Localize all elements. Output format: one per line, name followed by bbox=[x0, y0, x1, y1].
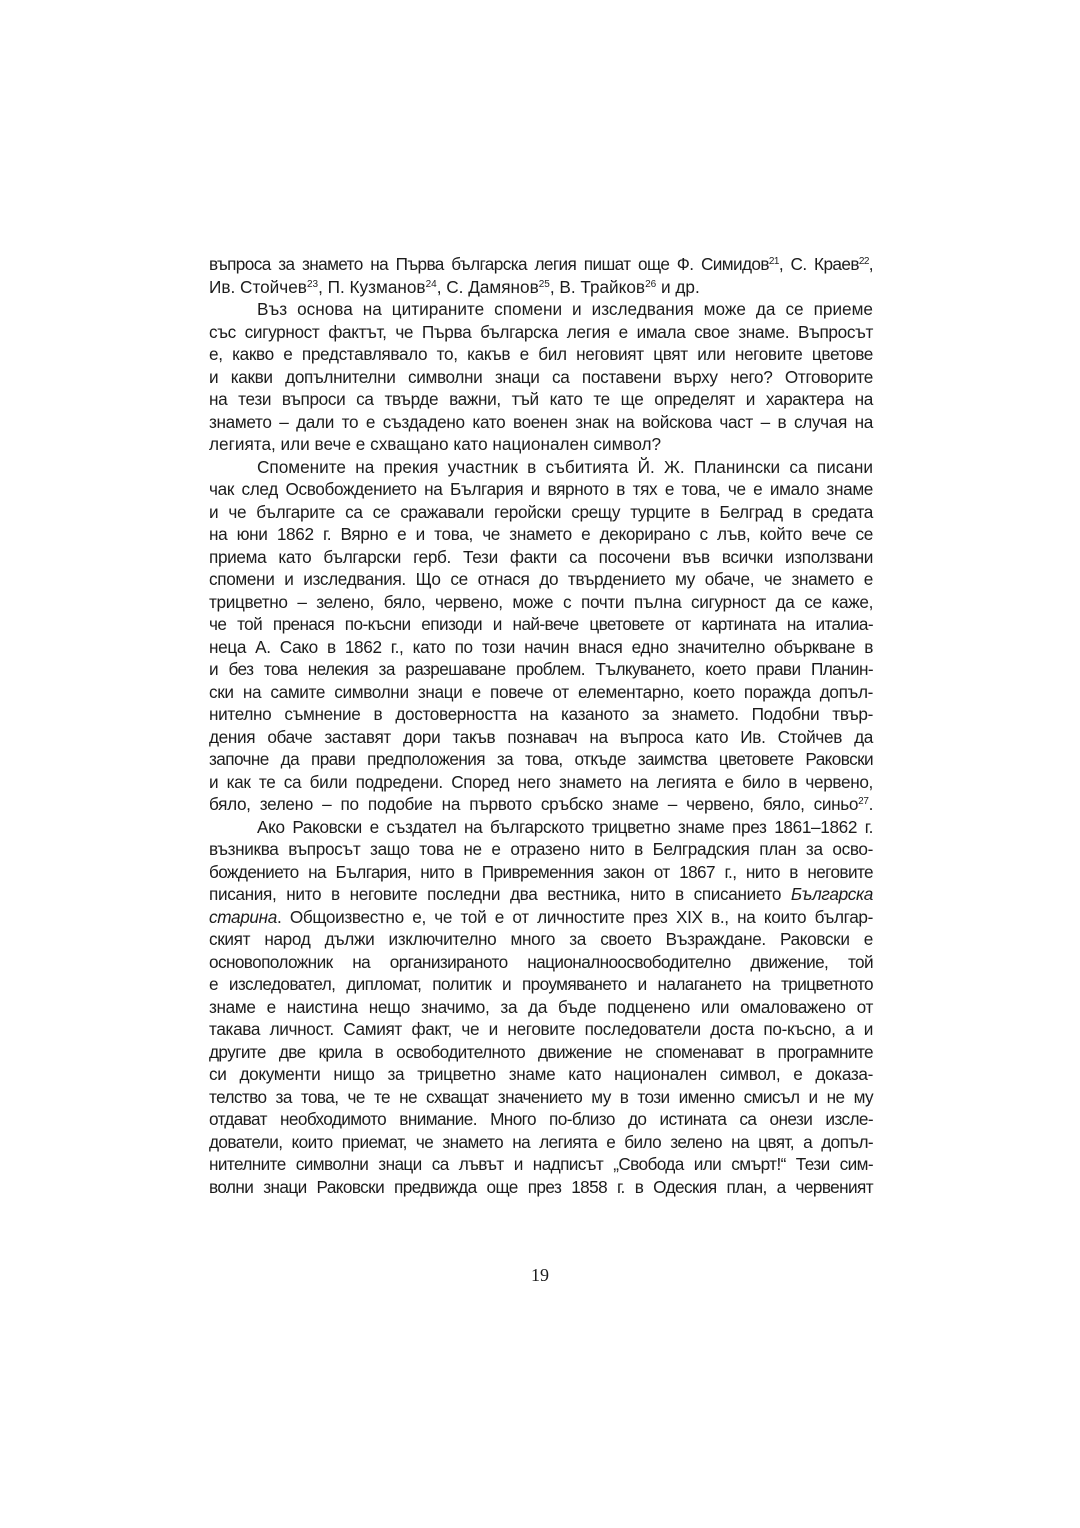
text-line-2 bbox=[209, 276, 873, 299]
text-line-12: и че българите са се сражавали геройски срещу турците в Белград в средата bbox=[209, 501, 873, 522]
text-line-33: е изследовател, дипломат, политик и проумяването и налагането на трицветното bbox=[209, 974, 873, 994]
journal-title-italic: Българска bbox=[790, 884, 873, 904]
text-line-27: възниква въпросът защо това не е отразено нито в Белградския план за осво- bbox=[209, 839, 873, 859]
footnote-ref-22: 22 bbox=[858, 256, 869, 267]
text-line-23: започне да прави предположения за това, откъде заимства цветовете Раковски bbox=[209, 749, 873, 769]
line-text: бяло, зелено – по подобие на първото сръбско знаме – червено, бяло, синьо bbox=[209, 794, 859, 814]
text-line-35: такава личност. Самият факт, че и неговите последователи доста по-късно, а и bbox=[209, 1019, 873, 1039]
text-line-22: дения обаче заставят дори такъв познавач на въпроса като Ив. Стойчев да bbox=[209, 726, 873, 747]
line-text: , В. Трайков bbox=[549, 276, 646, 297]
line-text: , С. Краев bbox=[778, 254, 859, 274]
line-text: и др. bbox=[656, 276, 700, 297]
text-line-1 bbox=[209, 253, 873, 276]
footnote-ref-26: 26 bbox=[645, 278, 657, 290]
text-line-32: основоположник на организираното националноосвободително движение, той bbox=[209, 951, 873, 972]
text-line-19: и без това нелекия за разрешаване проблем. Тълкуването, което прави Планин- bbox=[209, 659, 873, 679]
text-line-9: легията, или вече е схващано като национален символ? bbox=[209, 434, 662, 454]
journal-title-italic: старина bbox=[209, 906, 277, 927]
text-line-8: знамето – дали то е създадено като военен знак на войскова част – в случая на bbox=[209, 411, 873, 432]
text-line-15: спомени и изследвания. Що се отнася до твърдението му обаче, че знамето е bbox=[209, 569, 873, 589]
text-line-30 bbox=[209, 906, 873, 929]
text-line-24: и как те са били подредени. Според него знамето на легията е било в червено, bbox=[209, 771, 873, 792]
text-line-41: нителните символни знаци са лъвът и надписът „Свобода или смърт!“ Тези сим- bbox=[209, 1154, 873, 1174]
text-line-20: ски на самите символни знаци е повече от елементарно, което поражда допъл- bbox=[209, 681, 873, 702]
line-text: , bbox=[868, 254, 873, 274]
text-line-34: знаме е наистина нещо значимо, за да бъде подценено или омаловажено от bbox=[209, 996, 873, 1017]
text-line-16: трицветно – зелено, бяло, червено, може с почти пълна сигурност да се каже, bbox=[209, 591, 873, 612]
footnote-ref-25: 25 bbox=[538, 278, 550, 290]
footnote-ref-23: 23 bbox=[306, 278, 319, 290]
text-line-3: Въз основа на цитираните спомени и изследвания може да се приеме bbox=[257, 299, 873, 319]
text-line-29 bbox=[209, 883, 873, 906]
body-text bbox=[209, 253, 873, 1198]
line-text: писания, нито в неговите последни два вестника, нито в списанието bbox=[209, 884, 782, 904]
text-line-18: неца А. Сако в 1862 г., като по този начин внася едно значително объркване в bbox=[209, 636, 873, 657]
text-line-21: нително съмнение в достоверността на казаното за знамето. Подобни твър- bbox=[209, 704, 873, 724]
footnote-ref-24: 24 bbox=[425, 278, 437, 290]
text-line-7: на тези въпроси са твърде важни, тъй като те ще определят и характера на bbox=[209, 389, 873, 409]
line-text: . bbox=[868, 794, 873, 814]
text-line-40: дователи, които приемат, че знамето на легията е било зелено на цвят, а допъл- bbox=[209, 1131, 873, 1152]
line-text: , П. Кузманов bbox=[318, 276, 426, 297]
text-line-31: ският народ дължи изключително много за своето Възраждане. Раковски е bbox=[209, 929, 873, 949]
footnote-ref-27: 27 bbox=[858, 796, 869, 807]
text-line-42: волни знаци Раковски предвижда още през 1858 г. в Одеския план, а червеният bbox=[209, 1176, 873, 1197]
line-text bbox=[781, 884, 791, 904]
text-line-13: на юни 1862 г. Вярно е и това, че знамето е декорирано с лъв, който вече се bbox=[209, 524, 873, 544]
text-line-28: бождението на България, нито в Привременния закон от 1867 г., нито в неговите bbox=[209, 861, 873, 882]
text-line-39: отдават необходимото внимание. Много по-близо до истината са онези изсле- bbox=[209, 1109, 873, 1129]
line-text: . Общоизвестно е, че той е от личностите през XIX в., на които българ- bbox=[276, 906, 873, 927]
line-text: въпроса за знамето на Първа българска легия пишат още Ф. Симидов bbox=[209, 254, 769, 274]
text-line-14: приема като български герб. Тези факти са посочени във всички използвани bbox=[209, 546, 873, 567]
text-line-37: си документи нищо за трицветно знаме като национален символ, е доказа- bbox=[209, 1064, 873, 1084]
text-line-5: е, какво е представлявало то, какъв е бил неговият цвят или неговите цветове bbox=[209, 344, 873, 364]
text-line-36: другите две крила в освободителното движение не споменават в програмните bbox=[209, 1041, 873, 1062]
text-line-6: и какви допълнителни символни знаци са поставени върху него? Отговорите bbox=[209, 366, 873, 387]
text-line-10: Спомените на прекия участник в събитията Й. Ж. Планински са писани bbox=[257, 456, 873, 477]
page-number: 19 bbox=[531, 1265, 549, 1285]
text-line-4: със сигурност фактът, че Първа българска легия е имала свое знаме. Въпросът bbox=[209, 321, 873, 342]
footnote-ref-21: 21 bbox=[768, 256, 779, 267]
text-line-26: Ако Раковски е създател на българското трицветно знаме през 1861–1862 г. bbox=[257, 816, 873, 837]
text-line-11: чак след Освобождението на България и вярното в тях е това, че е имало знаме bbox=[209, 479, 873, 499]
line-text: Ив. Стойчев bbox=[209, 276, 307, 297]
text-line-17: че той пренася по-късни епизоди и най-вече цветовете от картината на италиа- bbox=[209, 614, 873, 634]
text-line-25 bbox=[209, 793, 873, 816]
line-text: , С. Дамянов bbox=[436, 276, 539, 297]
text-line-38: телство за това, че те не схващат значението му в този именно смисъл и не му bbox=[209, 1086, 873, 1107]
